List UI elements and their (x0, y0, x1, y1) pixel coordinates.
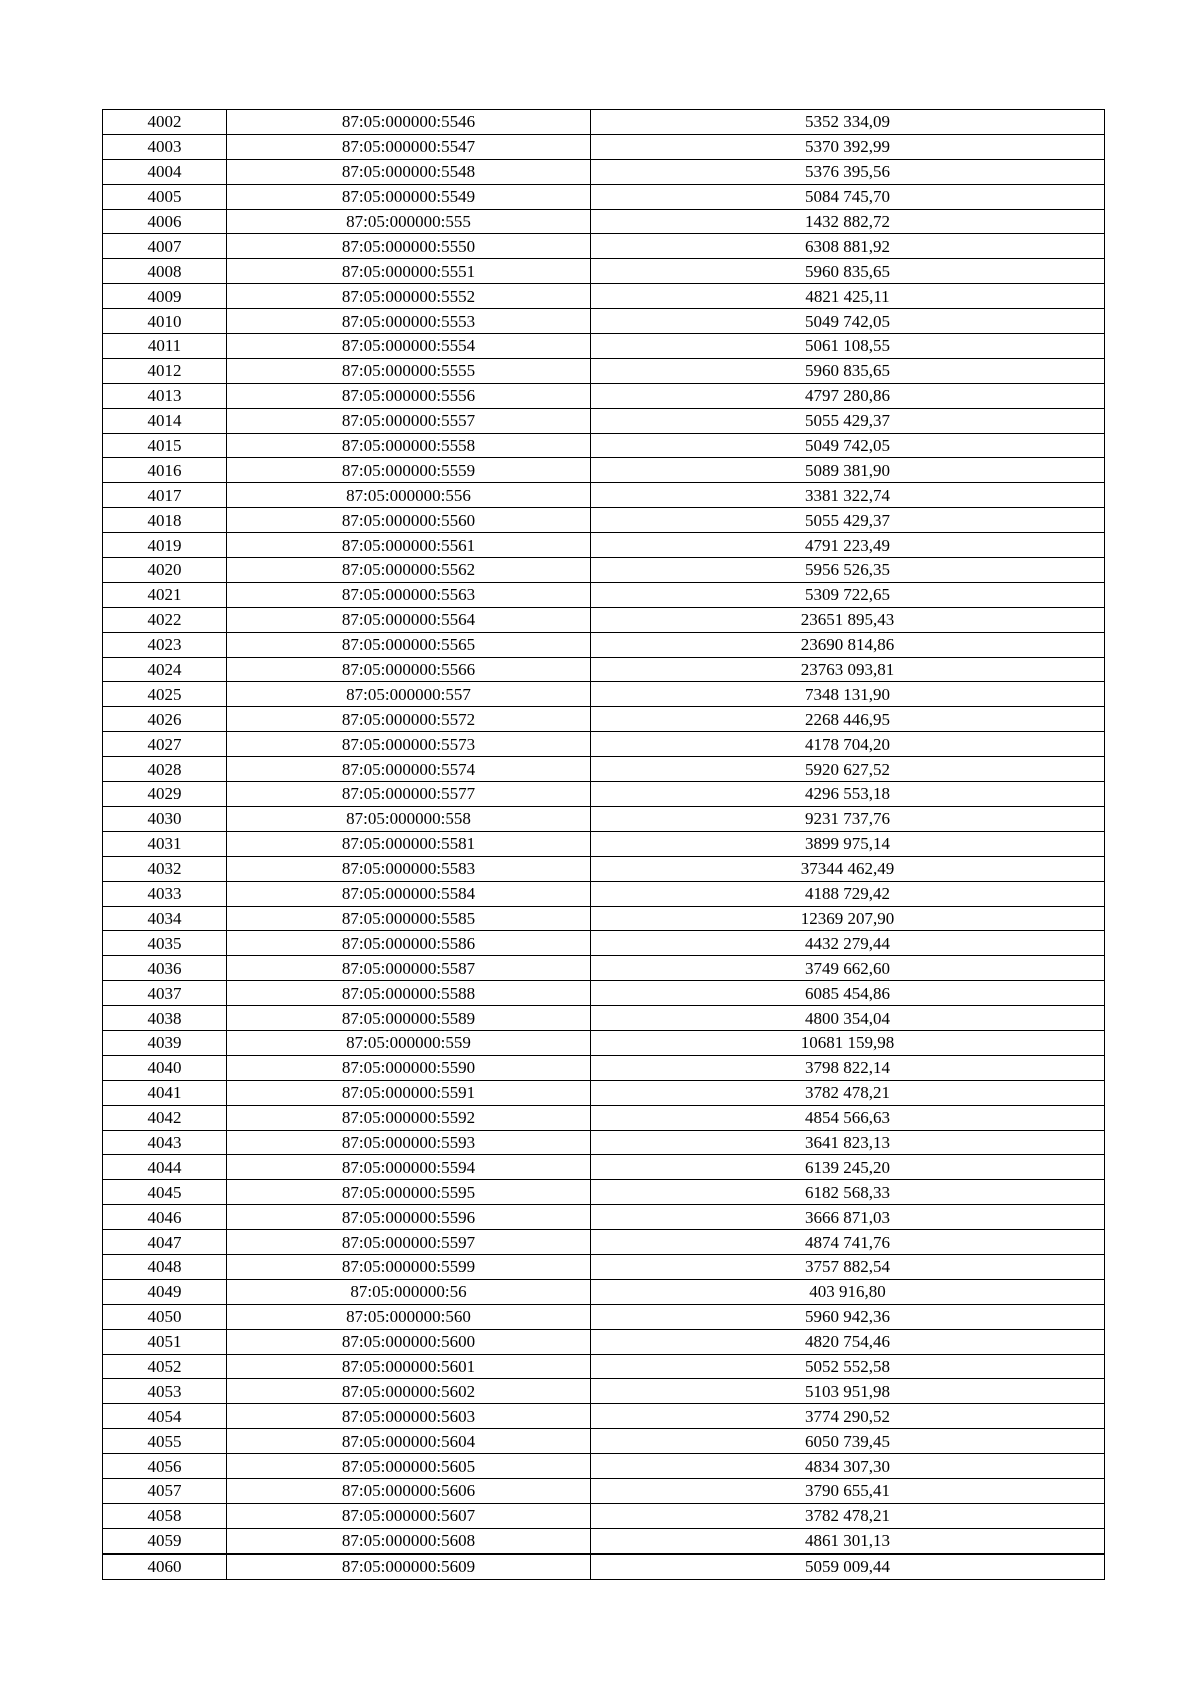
cadastral-number-cell: 87:05:000000:557 (227, 682, 591, 707)
table-row (103, 1205, 1105, 1230)
row-number-cell: 4028 (103, 757, 227, 782)
cadastral-value-cell: 3798 822,14 (591, 1055, 1105, 1080)
table-row (103, 1279, 1105, 1304)
table-row (103, 831, 1105, 856)
cadastral-value-cell: 6182 568,33 (591, 1180, 1105, 1205)
cadastral-number-cell: 87:05:000000:5587 (227, 956, 591, 981)
cadastral-value-cell: 10681 159,98 (591, 1030, 1105, 1055)
cadastral-value-cell: 3774 290,52 (591, 1404, 1105, 1429)
cadastral-number-cell: 87:05:000000:5581 (227, 831, 591, 856)
row-number-cell: 4056 (103, 1454, 227, 1479)
table-row (103, 533, 1105, 558)
row-number-cell: 4026 (103, 707, 227, 732)
cadastral-number-cell: 87:05:000000:5564 (227, 607, 591, 632)
cadastral-number-cell: 87:05:000000:5604 (227, 1429, 591, 1454)
cadastral-number-cell: 87:05:000000:5596 (227, 1205, 591, 1230)
cadastral-value-cell: 5103 951,98 (591, 1379, 1105, 1404)
cadastral-value-cell: 6139 245,20 (591, 1155, 1105, 1180)
table-row (103, 1230, 1105, 1255)
cadastral-value-cell: 23651 895,43 (591, 607, 1105, 632)
cadastral-number-cell: 87:05:000000:5590 (227, 1055, 591, 1080)
table-row (103, 358, 1105, 383)
cadastral-value-cell: 4800 354,04 (591, 1006, 1105, 1031)
cadastral-value-cell: 6085 454,86 (591, 981, 1105, 1006)
cadastral-value-cell: 3782 478,21 (591, 1503, 1105, 1528)
row-number-cell: 4018 (103, 508, 227, 533)
cadastral-number-cell: 87:05:000000:5547 (227, 134, 591, 159)
cadastral-value-cell: 4296 553,18 (591, 782, 1105, 807)
row-number-cell: 4015 (103, 433, 227, 458)
cadastral-number-cell: 87:05:000000:5594 (227, 1155, 591, 1180)
cadastral-number-cell: 87:05:000000:5583 (227, 856, 591, 881)
row-number-cell: 4024 (103, 657, 227, 682)
row-number-cell: 4005 (103, 184, 227, 209)
table-row (103, 334, 1105, 359)
row-number-cell: 4032 (103, 856, 227, 881)
cadastral-value-cell: 23690 814,86 (591, 632, 1105, 657)
table-row (103, 483, 1105, 508)
cadastral-number-cell: 87:05:000000:5593 (227, 1130, 591, 1155)
row-number-cell: 4034 (103, 906, 227, 931)
cadastral-value-cell: 5960 835,65 (591, 259, 1105, 284)
cadastral-value-cell: 3666 871,03 (591, 1205, 1105, 1230)
row-number-cell: 4027 (103, 732, 227, 757)
row-number-cell: 4049 (103, 1279, 227, 1304)
table-row (103, 184, 1105, 209)
cadastral-value-cell: 9231 737,76 (591, 806, 1105, 831)
cadastral-value-cell: 4874 741,76 (591, 1230, 1105, 1255)
table-row (103, 558, 1105, 583)
cadastral-number-cell: 87:05:000000:5572 (227, 707, 591, 732)
table-row (103, 732, 1105, 757)
cadastral-number-cell: 87:05:000000:5574 (227, 757, 591, 782)
row-number-cell: 4036 (103, 956, 227, 981)
cadastral-value-cell: 5084 745,70 (591, 184, 1105, 209)
table-row (103, 1329, 1105, 1354)
cadastral-value-cell: 4797 280,86 (591, 383, 1105, 408)
cadastral-number-cell: 87:05:000000:5565 (227, 632, 591, 657)
cadastral-value-cell: 5956 526,35 (591, 558, 1105, 583)
row-number-cell: 4008 (103, 259, 227, 284)
cadastral-value-cell: 4861 301,13 (591, 1528, 1105, 1553)
table-row (103, 234, 1105, 259)
table-row (103, 1304, 1105, 1329)
table-row (103, 582, 1105, 607)
cadastral-value-cell: 6050 739,45 (591, 1429, 1105, 1454)
cadastral-number-cell: 87:05:000000:5549 (227, 184, 591, 209)
table-row (103, 508, 1105, 533)
cadastral-number-cell: 87:05:000000:5546 (227, 110, 591, 135)
cadastral-value-cell: 5376 395,56 (591, 159, 1105, 184)
table-row (103, 981, 1105, 1006)
cadastral-number-cell: 87:05:000000:56 (227, 1279, 591, 1304)
row-number-cell: 4040 (103, 1055, 227, 1080)
row-number-cell: 4014 (103, 408, 227, 433)
table-row (103, 1478, 1105, 1503)
table-row (103, 956, 1105, 981)
table-row (103, 757, 1105, 782)
table-row (103, 1528, 1105, 1553)
cadastral-value-cell: 3757 882,54 (591, 1254, 1105, 1279)
table-row (103, 1554, 1105, 1579)
cadastral-number-cell: 87:05:000000:5554 (227, 334, 591, 359)
table-row (103, 159, 1105, 184)
row-number-cell: 4043 (103, 1130, 227, 1155)
table-row (103, 209, 1105, 234)
cadastral-value-cell: 37344 462,49 (591, 856, 1105, 881)
table-row (103, 707, 1105, 732)
cadastral-number-cell: 87:05:000000:5573 (227, 732, 591, 757)
table-row (103, 1454, 1105, 1479)
table-row (103, 1155, 1105, 1180)
cadastral-number-cell: 87:05:000000:5551 (227, 259, 591, 284)
table-row (103, 458, 1105, 483)
cadastral-value-cell: 2268 446,95 (591, 707, 1105, 732)
row-number-cell: 4039 (103, 1030, 227, 1055)
table-row (103, 383, 1105, 408)
cadastral-value-cell: 3749 662,60 (591, 956, 1105, 981)
cadastral-value-cell: 4791 223,49 (591, 533, 1105, 558)
cadastral-value-cell: 3782 478,21 (591, 1080, 1105, 1105)
table-row (103, 632, 1105, 657)
table-row (103, 433, 1105, 458)
cadastral-value-cell: 3381 322,74 (591, 483, 1105, 508)
cadastral-number-cell: 87:05:000000:5608 (227, 1528, 591, 1553)
cadastral-value-cell: 5055 429,37 (591, 408, 1105, 433)
row-number-cell: 4048 (103, 1254, 227, 1279)
table-row (103, 657, 1105, 682)
table-row (103, 1503, 1105, 1528)
cadastral-value-cell: 3899 975,14 (591, 831, 1105, 856)
row-number-cell: 4009 (103, 284, 227, 309)
cadastral-value-cell: 5049 742,05 (591, 433, 1105, 458)
table-row (103, 1354, 1105, 1379)
table-row (103, 110, 1105, 135)
table-row (103, 682, 1105, 707)
cadastral-number-cell: 87:05:000000:5585 (227, 906, 591, 931)
row-number-cell: 4045 (103, 1180, 227, 1205)
row-number-cell: 4050 (103, 1304, 227, 1329)
cadastral-value-cell: 4432 279,44 (591, 931, 1105, 956)
cadastral-number-cell: 87:05:000000:5606 (227, 1478, 591, 1503)
cadastral-number-cell: 87:05:000000:560 (227, 1304, 591, 1329)
row-number-cell: 4030 (103, 806, 227, 831)
row-number-cell: 4016 (103, 458, 227, 483)
cadastral-value-cell: 5960 835,65 (591, 358, 1105, 383)
row-number-cell: 4017 (103, 483, 227, 508)
row-number-cell: 4035 (103, 931, 227, 956)
row-number-cell: 4029 (103, 782, 227, 807)
table-row (103, 1006, 1105, 1031)
cadastral-number-cell: 87:05:000000:5552 (227, 284, 591, 309)
table-row (103, 408, 1105, 433)
row-number-cell: 4007 (103, 234, 227, 259)
cadastral-number-cell: 87:05:000000:5605 (227, 1454, 591, 1479)
table-row (103, 1379, 1105, 1404)
row-number-cell: 4042 (103, 1105, 227, 1130)
row-number-cell: 4023 (103, 632, 227, 657)
cadastral-number-cell: 87:05:000000:5556 (227, 383, 591, 408)
row-number-cell: 4058 (103, 1503, 227, 1528)
row-number-cell: 4022 (103, 607, 227, 632)
cadastral-value-cell: 5049 742,05 (591, 309, 1105, 334)
cadastral-value-cell: 6308 881,92 (591, 234, 1105, 259)
cadastral-value-cell: 5370 392,99 (591, 134, 1105, 159)
cadastral-number-cell: 87:05:000000:559 (227, 1030, 591, 1055)
table-body (103, 110, 1105, 1580)
cadastral-number-cell: 87:05:000000:5559 (227, 458, 591, 483)
cadastral-number-cell: 87:05:000000:5562 (227, 558, 591, 583)
cadastral-value-cell: 403 916,80 (591, 1279, 1105, 1304)
cadastral-number-cell: 87:05:000000:5601 (227, 1354, 591, 1379)
table-row (103, 931, 1105, 956)
cadastral-number-cell: 87:05:000000:5599 (227, 1254, 591, 1279)
cadastral-value-cell: 4188 729,42 (591, 881, 1105, 906)
table-row (103, 1180, 1105, 1205)
row-number-cell: 4059 (103, 1528, 227, 1553)
table-row (103, 1030, 1105, 1055)
row-number-cell: 4060 (103, 1554, 227, 1579)
cadastral-value-cell: 5061 108,55 (591, 334, 1105, 359)
row-number-cell: 4011 (103, 334, 227, 359)
cadastral-value-cell: 5055 429,37 (591, 508, 1105, 533)
cadastral-value-cell: 1432 882,72 (591, 209, 1105, 234)
row-number-cell: 4051 (103, 1329, 227, 1354)
row-number-cell: 4047 (103, 1230, 227, 1255)
cadastral-number-cell: 87:05:000000:5548 (227, 159, 591, 184)
table-row (103, 284, 1105, 309)
cadastral-number-cell: 87:05:000000:5607 (227, 1503, 591, 1528)
cadastral-number-cell: 87:05:000000:5558 (227, 433, 591, 458)
row-number-cell: 4019 (103, 533, 227, 558)
row-number-cell: 4046 (103, 1205, 227, 1230)
cadastral-number-cell: 87:05:000000:5555 (227, 358, 591, 383)
row-number-cell: 4033 (103, 881, 227, 906)
cadastral-value-cell: 7348 131,90 (591, 682, 1105, 707)
row-number-cell: 4025 (103, 682, 227, 707)
row-number-cell: 4006 (103, 209, 227, 234)
cadastral-value-cell: 4834 307,30 (591, 1454, 1105, 1479)
cadastral-value-table (102, 109, 1105, 1580)
cadastral-number-cell: 87:05:000000:5597 (227, 1230, 591, 1255)
cadastral-number-cell: 87:05:000000:5589 (227, 1006, 591, 1031)
cadastral-number-cell: 87:05:000000:5584 (227, 881, 591, 906)
table-row (103, 1080, 1105, 1105)
cadastral-number-cell: 87:05:000000:5602 (227, 1379, 591, 1404)
row-number-cell: 4044 (103, 1155, 227, 1180)
row-number-cell: 4054 (103, 1404, 227, 1429)
row-number-cell: 4031 (103, 831, 227, 856)
row-number-cell: 4021 (103, 582, 227, 607)
table-row (103, 1429, 1105, 1454)
cadastral-number-cell: 87:05:000000:5550 (227, 234, 591, 259)
cadastral-number-cell: 87:05:000000:5592 (227, 1105, 591, 1130)
row-number-cell: 4004 (103, 159, 227, 184)
cadastral-number-cell: 87:05:000000:5561 (227, 533, 591, 558)
cadastral-value-cell: 5352 334,09 (591, 110, 1105, 135)
cadastral-value-cell: 5920 627,52 (591, 757, 1105, 782)
row-number-cell: 4020 (103, 558, 227, 583)
cadastral-value-cell: 3790 655,41 (591, 1478, 1105, 1503)
cadastral-number-cell: 87:05:000000:5577 (227, 782, 591, 807)
table-row (103, 259, 1105, 284)
cadastral-number-cell: 87:05:000000:5591 (227, 1080, 591, 1105)
cadastral-number-cell: 87:05:000000:5586 (227, 931, 591, 956)
row-number-cell: 4003 (103, 134, 227, 159)
row-number-cell: 4038 (103, 1006, 227, 1031)
table-row (103, 1055, 1105, 1080)
cadastral-number-cell: 87:05:000000:5603 (227, 1404, 591, 1429)
table-row (103, 782, 1105, 807)
table-row (103, 1254, 1105, 1279)
row-number-cell: 4057 (103, 1478, 227, 1503)
table-row (103, 906, 1105, 931)
cadastral-value-cell: 5089 381,90 (591, 458, 1105, 483)
table-row (103, 856, 1105, 881)
row-number-cell: 4052 (103, 1354, 227, 1379)
cadastral-number-cell: 87:05:000000:555 (227, 209, 591, 234)
row-number-cell: 4037 (103, 981, 227, 1006)
cadastral-value-cell: 5059 009,44 (591, 1554, 1105, 1579)
cadastral-value-cell: 4854 566,63 (591, 1105, 1105, 1130)
cadastral-value-cell: 12369 207,90 (591, 906, 1105, 931)
row-number-cell: 4055 (103, 1429, 227, 1454)
row-number-cell: 4010 (103, 309, 227, 334)
cadastral-number-cell: 87:05:000000:5560 (227, 508, 591, 533)
table-row (103, 1105, 1105, 1130)
cadastral-value-cell: 4178 704,20 (591, 732, 1105, 757)
cadastral-number-cell: 87:05:000000:5566 (227, 657, 591, 682)
cadastral-number-cell: 87:05:000000:5588 (227, 981, 591, 1006)
cadastral-value-cell: 5309 722,65 (591, 582, 1105, 607)
cadastral-number-cell: 87:05:000000:5595 (227, 1180, 591, 1205)
row-number-cell: 4002 (103, 110, 227, 135)
row-number-cell: 4041 (103, 1080, 227, 1105)
cadastral-value-cell: 5960 942,36 (591, 1304, 1105, 1329)
table-row (103, 1404, 1105, 1429)
table-row (103, 309, 1105, 334)
cadastral-number-cell: 87:05:000000:5557 (227, 408, 591, 433)
cadastral-value-cell: 4820 754,46 (591, 1329, 1105, 1354)
cadastral-value-cell: 4821 425,11 (591, 284, 1105, 309)
row-number-cell: 4012 (103, 358, 227, 383)
cadastral-number-cell: 87:05:000000:5609 (227, 1554, 591, 1579)
cadastral-number-cell: 87:05:000000:558 (227, 806, 591, 831)
cadastral-value-cell: 23763 093,81 (591, 657, 1105, 682)
table-row (103, 1130, 1105, 1155)
cadastral-number-cell: 87:05:000000:5563 (227, 582, 591, 607)
cadastral-number-cell: 87:05:000000:5600 (227, 1329, 591, 1354)
cadastral-value-cell: 5052 552,58 (591, 1354, 1105, 1379)
table-row (103, 134, 1105, 159)
row-number-cell: 4013 (103, 383, 227, 408)
table-row (103, 806, 1105, 831)
cadastral-number-cell: 87:05:000000:556 (227, 483, 591, 508)
cadastral-number-cell: 87:05:000000:5553 (227, 309, 591, 334)
table-row (103, 881, 1105, 906)
row-number-cell: 4053 (103, 1379, 227, 1404)
cadastral-value-cell: 3641 823,13 (591, 1130, 1105, 1155)
table-row (103, 607, 1105, 632)
